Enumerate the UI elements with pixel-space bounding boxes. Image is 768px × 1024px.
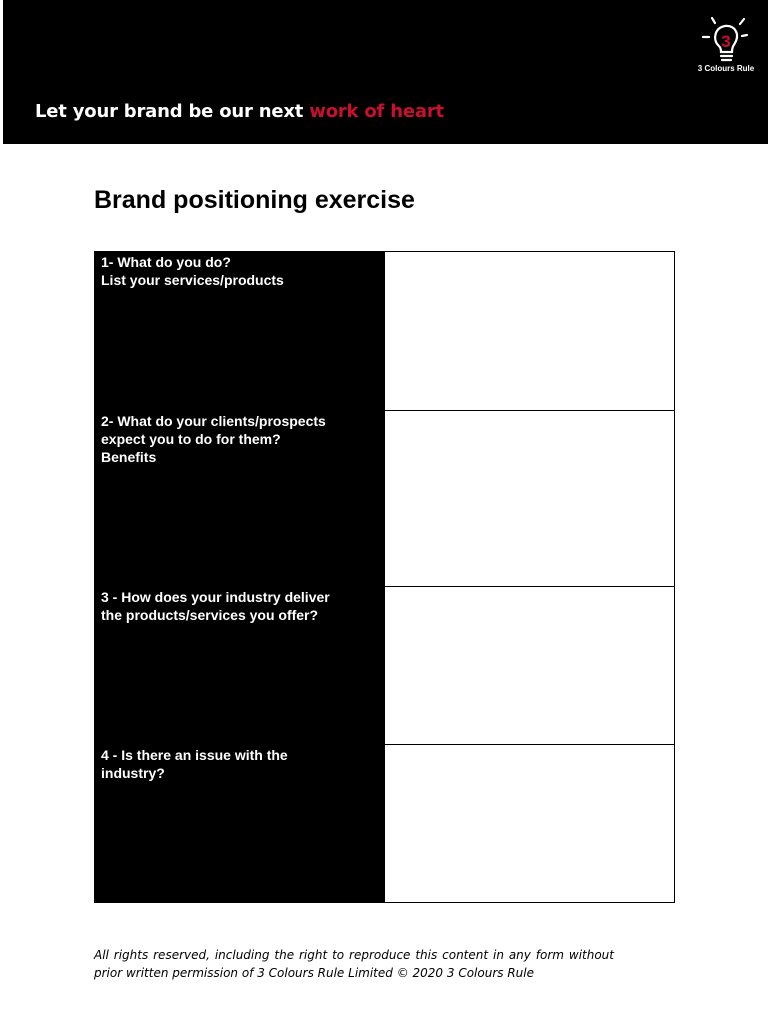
tagline bbox=[35, 101, 444, 122]
tagline-prefix: Let your brand be our next bbox=[35, 101, 310, 122]
header-banner bbox=[3, 0, 768, 144]
question-cell: 4 - Is there an issue with the industry? bbox=[94, 744, 385, 903]
question-cell: 3 - How does your industry deliver the products/services you offer? bbox=[94, 586, 385, 744]
logo-mark: 3 bbox=[721, 32, 731, 51]
lightbulb-icon bbox=[698, 14, 754, 66]
question-cell: 1- What do you do? List your services/products bbox=[94, 251, 385, 410]
exercise-row bbox=[94, 251, 675, 410]
answer-cell[interactable] bbox=[385, 744, 675, 903]
exercise-row bbox=[94, 744, 675, 903]
copyright-notice: All rights reserved, including the right to reproduce this content in any form without prior written permission of 3 Colours Rule Limited © 2020 3 Colours Rule bbox=[94, 948, 614, 980]
question-cell: 2- What do your clients/prospects expect you to do for them? Benefits bbox=[94, 410, 385, 586]
answer-cell[interactable] bbox=[385, 586, 675, 744]
logo-text: 3 Colours Rule bbox=[697, 64, 755, 73]
exercise-table bbox=[94, 251, 675, 903]
exercise-row bbox=[94, 410, 675, 586]
answer-cell[interactable] bbox=[385, 410, 675, 586]
brand-logo bbox=[695, 14, 757, 76]
answer-cell[interactable] bbox=[385, 251, 675, 410]
exercise-row bbox=[94, 586, 675, 744]
page-title: Brand positioning exercise bbox=[94, 186, 415, 214]
tagline-accent: work of heart bbox=[309, 101, 444, 122]
